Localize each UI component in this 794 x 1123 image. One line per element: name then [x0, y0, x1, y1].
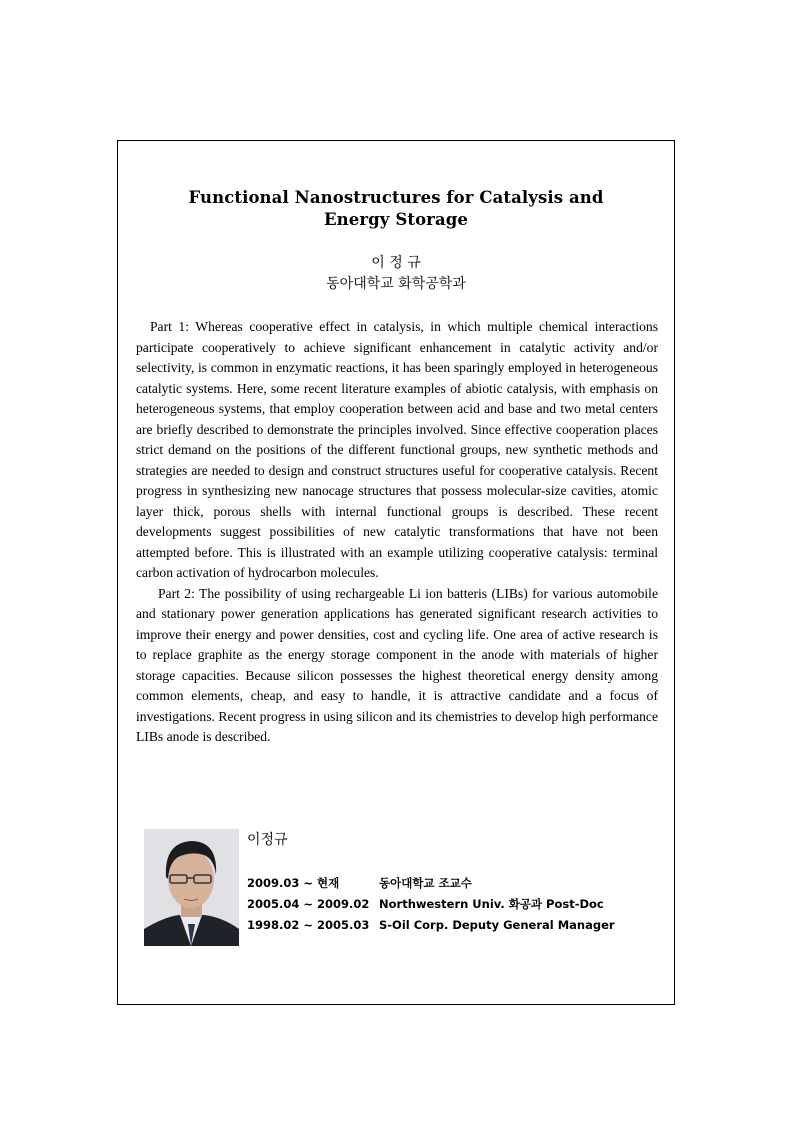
career-period: 1998.02 ~ 2005.03: [247, 917, 370, 932]
career-period: 2009.03 ~ 현재: [247, 875, 340, 890]
career-position: 동아대학교 조교수: [379, 875, 472, 890]
abstract-part-2: Part 2: The possibility of using rechargeable Li ion batteris (LIBs) for various automobile and stationary power generation applications has generated significant research activities to improve their energy and power densities, cost and cycling life. One area of active research is to replace graphite as the energy storage component in the anode with materials of higher storage capacities. Because silicon possesses the highest theoretical energy density among common elements, cheap, and easy to handle, it is attractive candidate and a focus of investigations. Recent progress in using silicon and its chemistries to develop high performance LIBs anode is described.: [136, 585, 658, 744]
document-title: [118, 187, 674, 231]
author-block: [118, 253, 674, 295]
career-period: 2005.04 ~ 2009.02: [247, 896, 370, 911]
bio-name: 이정규: [247, 832, 288, 848]
abstract-body: [136, 317, 658, 748]
career-position: Northwestern Univ. 화공과 Post-Doc: [379, 896, 604, 911]
career-position: S-Oil Corp. Deputy General Manager: [379, 917, 615, 932]
career-row: [247, 914, 615, 935]
title-line-2: Energy Storage: [324, 210, 468, 229]
author-photo: [144, 829, 239, 946]
portrait-image: [144, 829, 239, 946]
author-name: 이 정 규: [371, 255, 421, 271]
title-line-1: Functional Nanostructures for Catalysis and: [188, 188, 604, 207]
career-row: [247, 893, 615, 914]
document-frame: [117, 140, 675, 1005]
career-row: [247, 872, 615, 893]
abstract-part-1: Part 1: Whereas cooperative effect in catalysis, in which multiple chemical interactions participate cooperatively to achieve significant enhancement in catalytic activity and/or selectivity, is common in enzymatic reactions, it has been sparingly employed in heterogeneous catalytic systems. Here, some recent literature examples of abiotic catalysis, with emphasis on heterogeneous systems, that employ cooperation between acid and base and two metal centers are briefly described to demonstrate the principles involved. Since effective cooperation places strict demand on the positions of the different functional groups, new synthetic methods and strategies are needed to design and construct structures useful for cooperative catalysis. Recent progress in synthesizing new nanocage structures that possess molecular-size cavities, atomic layer thick, porous shells with internal functional groups is described. These recent developments suggest possibilities of new catalytic transformations that have not been attempted before. This is illustrated with an example utilizing cooperative catalysis: terminal carbon activation of hydrocarbon molecules.: [136, 319, 658, 580]
author-affiliation: 동아대학교 화학공학과: [326, 276, 466, 292]
career-table: [247, 872, 615, 935]
